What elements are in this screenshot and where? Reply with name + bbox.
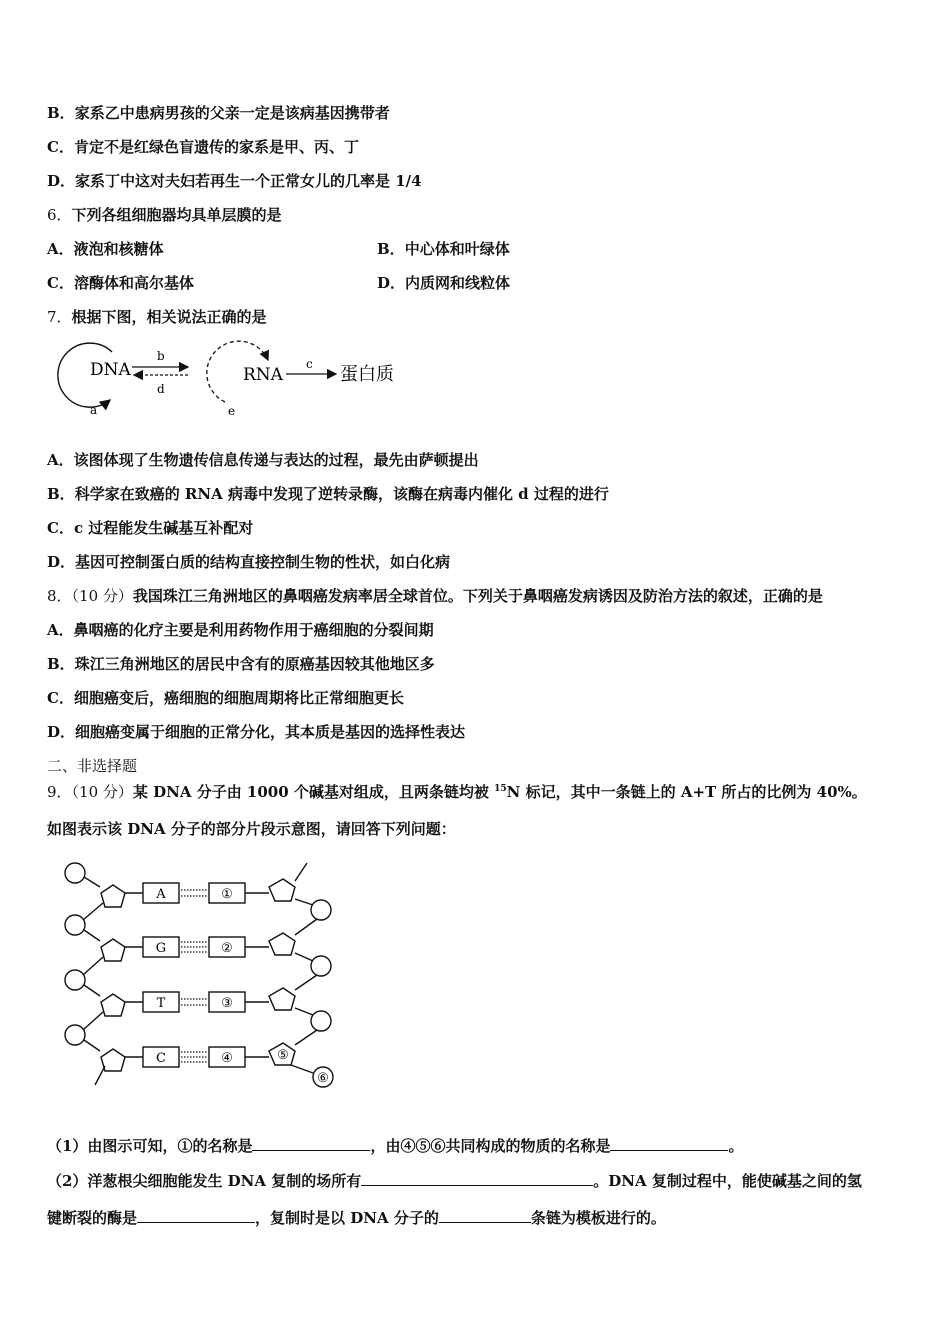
label-b: b: [157, 349, 165, 363]
phosphate-label-6: ⑥: [317, 1071, 329, 1086]
protein-label: 蛋白质: [340, 364, 394, 385]
partner-3: ③: [221, 996, 233, 1011]
q9-sub1: （1）由图示可知，①的名称是 ，由④⑤⑥共同构成的物质的名称是 。: [47, 1137, 744, 1155]
central-dogma-diagram: [50, 338, 410, 420]
rna-label: RNA: [243, 365, 283, 385]
q7-option-b: B．科学家在致癌的 RNA 病毒中发现了逆转录酶，该酶在病毒内催化 d 过程的进行: [47, 485, 609, 503]
q8-option-a: A．鼻咽癌的化疗主要是利用药物作用于癌细胞的分裂间期: [47, 621, 434, 639]
label-d: d: [157, 382, 165, 396]
base-a: A: [156, 887, 166, 902]
q6-option-d: D．内质网和线粒体: [377, 274, 511, 292]
q6-option-b: B．中心体和叶绿体: [377, 240, 510, 258]
q7-stem: 7．根据下图，相关说法正确的是: [47, 308, 267, 326]
label-e: e: [228, 404, 236, 418]
partner-4: ④: [221, 1051, 233, 1066]
sugar-label-5: ⑤: [277, 1048, 289, 1063]
dna-label: DNA: [90, 360, 131, 380]
q9-sub3: 键断裂的酶是 ，复制时是以 DNA 分子的 条链为模板进行的。: [47, 1209, 666, 1227]
q5-option-b: B．家系乙中患病男孩的父亲一定是该病基因携带者: [47, 104, 390, 122]
q6-option-a: A．液泡和核糖体: [47, 240, 164, 258]
section-heading: 二、非选择题: [47, 757, 138, 775]
answer-blank-1[interactable]: [252, 1136, 370, 1151]
q5-option-c: C．肯定不是红绿色盲遗传的家系是甲、丙、丁: [47, 138, 359, 156]
q8-option-c: C．细胞癌变后，癌细胞的细胞周期将比正常细胞更长: [47, 689, 404, 707]
q7-option-c: C．c 过程能发生碱基互补配对: [47, 519, 254, 537]
q8-option-d: D．细胞癌变属于细胞的正常分化，其本质是基因的选择性表达: [47, 723, 466, 741]
q8-stem: 8．（10 分）我国珠江三角洲地区的鼻咽癌发病率居全球首位。下列关于鼻咽癌发病诱因及防治方法的叙述，正确的是: [47, 587, 823, 605]
answer-blank-5[interactable]: [439, 1208, 531, 1223]
q9-stem-2: 如图表示该 DNA 分子的部分片段示意图，请回答下列问题：: [47, 820, 456, 838]
base-t: T: [156, 996, 166, 1011]
answer-blank-4[interactable]: [137, 1208, 255, 1223]
q8-option-b: B．珠江三角洲地区的居民中含有的原癌基因较其他地区多: [47, 655, 435, 673]
dna-fragment-diagram: [55, 855, 355, 1105]
q9-sub2: （2）洋葱根尖细胞能发生 DNA 复制的场所有 。DNA 复制过程中，能使碱基之间的氢: [47, 1172, 862, 1190]
q6-option-c: C．溶酶体和高尔基体: [47, 274, 194, 292]
answer-blank-3[interactable]: [361, 1171, 593, 1186]
label-a: a: [90, 403, 98, 417]
base-c: C: [156, 1051, 166, 1066]
q5-option-d: D．家系丁中这对夫妇若再生一个正常女儿的几率是 1/4: [47, 172, 422, 190]
answer-blank-2[interactable]: [610, 1136, 728, 1151]
base-g: G: [155, 941, 167, 956]
partner-2: ②: [221, 941, 233, 956]
q7-option-a: A．该图体现了生物遗传信息传递与表达的过程，最先由萨顿提出: [47, 451, 479, 469]
q6-stem: 6．下列各组细胞器均具单层膜的是: [47, 206, 282, 224]
q7-option-d: D．基因可控制蛋白质的结构直接控制生物的性状，如白化病: [47, 553, 451, 571]
q9-stem: 9．（10 分）某 DNA 分子由 1000 个碱基对组成，且两条链均被 $^{15}$N 标记，其中一条链上的 A+T 所占的比例为 40%。: [47, 783, 867, 801]
label-c: c: [306, 357, 313, 371]
partner-1: ①: [221, 887, 233, 902]
